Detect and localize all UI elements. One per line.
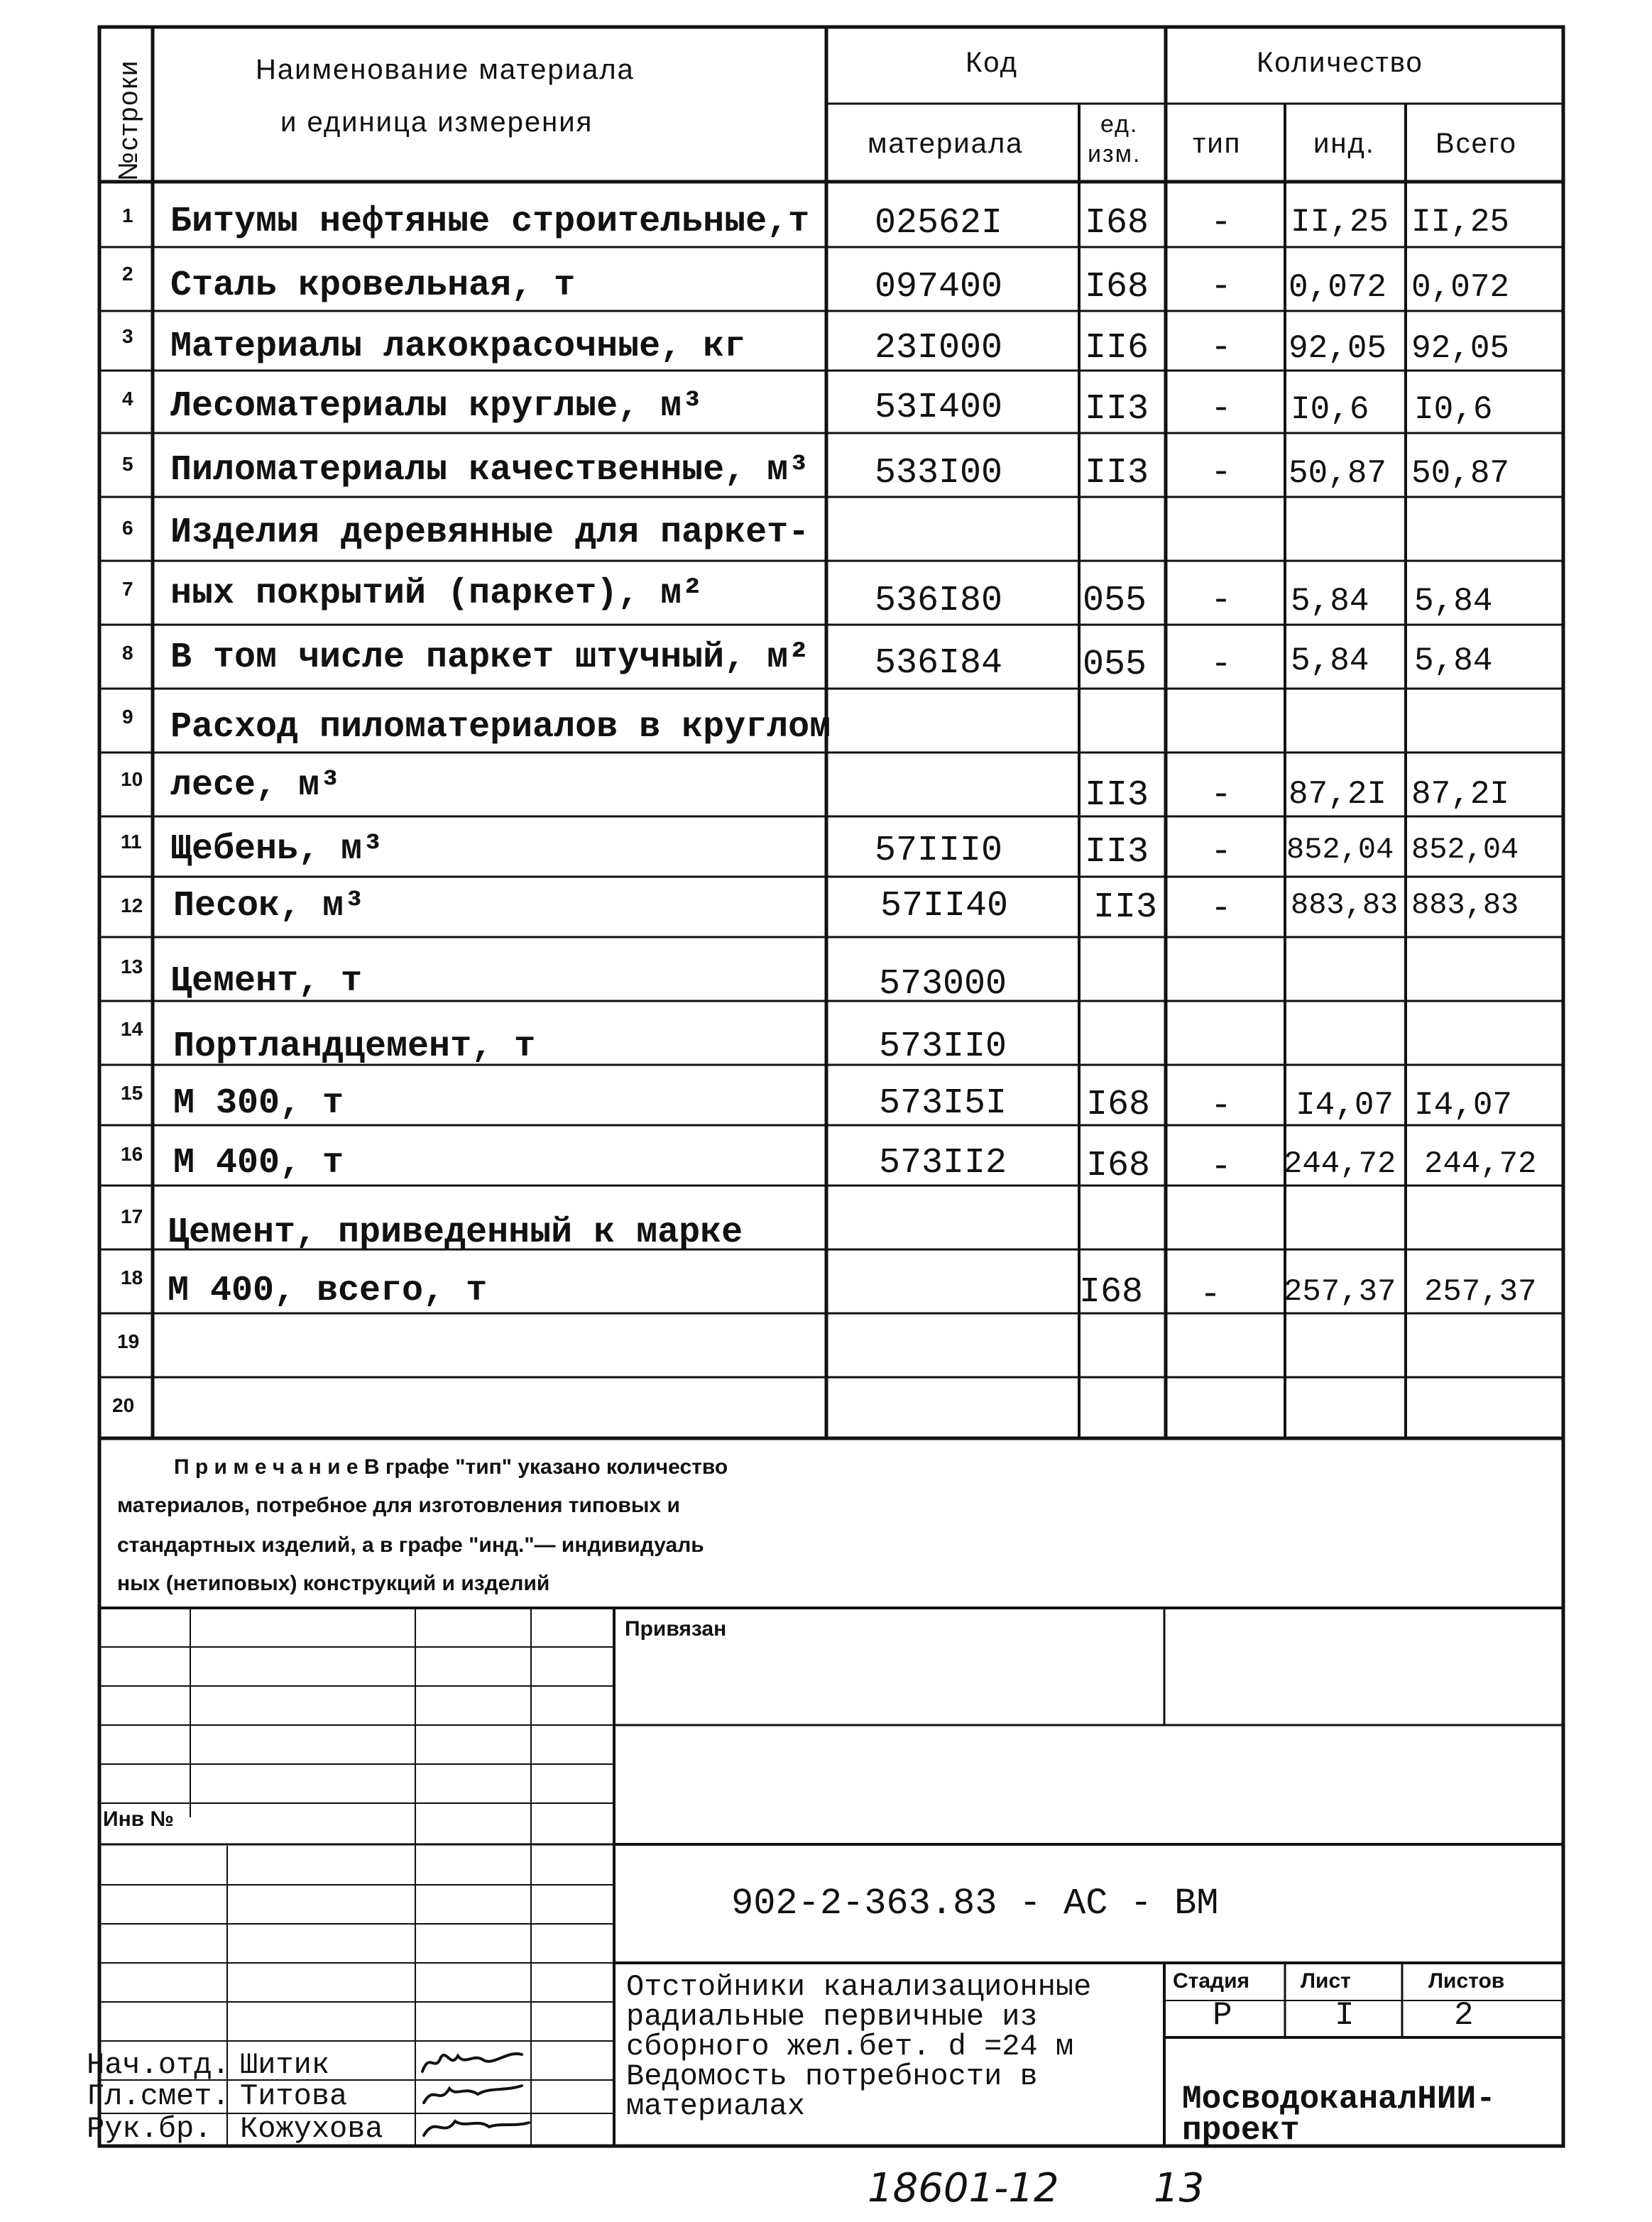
row-number: 13 <box>121 956 143 978</box>
material-code: 536I84 <box>875 643 1003 684</box>
stage-label: Стадия <box>1173 1969 1250 1993</box>
total-qty: I0,6 <box>1414 391 1493 428</box>
ind-qty: 5,84 <box>1291 642 1369 679</box>
row-number: 19 <box>117 1330 140 1352</box>
material-name: ных покрытий (паркет), м² <box>170 574 704 614</box>
unit-code: II6 <box>1085 328 1149 368</box>
ind-qty: 257,37 <box>1284 1274 1396 1310</box>
title-line: Ведомость потребности в <box>626 2059 1038 2094</box>
material-name: Цемент, приведенный к марке <box>168 1213 743 1253</box>
material-name: лесе, м³ <box>170 765 341 806</box>
material-name: Щебень, м³ <box>170 829 384 870</box>
type-qty: - <box>1210 645 1232 685</box>
type-header: тип <box>1193 128 1242 159</box>
ind-qty: 244,72 <box>1284 1146 1396 1182</box>
material-name: Материалы лакокрасочные, кг <box>170 327 746 367</box>
signer-role: Рук.бр. <box>87 2112 212 2146</box>
material-name: М 400, всего, т <box>168 1271 488 1311</box>
quantity-header: Количество <box>1257 47 1423 78</box>
row-number: 12 <box>121 894 143 916</box>
unit-code: I68 <box>1086 1146 1151 1186</box>
name-header-line1: Наименование материала <box>256 54 635 85</box>
total-qty: 244,72 <box>1424 1146 1537 1182</box>
type-qty: - <box>1210 889 1232 929</box>
unit-code: II3 <box>1085 389 1149 429</box>
material-name: Расход пиломатериалов в круглом <box>170 707 831 748</box>
material-name: Изделия деревянные для паркет- <box>170 513 810 553</box>
ind-qty: 50,87 <box>1289 455 1387 492</box>
ind-qty: 92,05 <box>1289 330 1387 367</box>
row-number: 15 <box>121 1082 143 1104</box>
row-number: 11 <box>121 831 142 853</box>
stage-value: Р <box>1213 1997 1232 2034</box>
total-qty: 257,37 <box>1424 1274 1537 1310</box>
material-code: 57II40 <box>880 886 1009 926</box>
material-name: Цемент, т <box>170 961 363 1002</box>
page-number: 13 <box>1154 2165 1205 2211</box>
ind-qty: II,25 <box>1291 204 1389 241</box>
note-line: П р и м е ч а н и е В графе "тип" указано количество <box>174 1455 728 1479</box>
organization-line2: проект <box>1182 2112 1300 2149</box>
total-header: Всего <box>1435 128 1517 159</box>
type-qty: - <box>1210 328 1232 368</box>
total-qty: 852,04 <box>1411 833 1519 867</box>
organization-line1: МосводоканалНИИ- <box>1182 2081 1496 2118</box>
material-name: В том числе паркет штучный, м² <box>170 637 810 678</box>
ind-qty: 87,2I <box>1289 776 1387 813</box>
material-name: Сталь кровельная, т <box>170 266 576 306</box>
type-qty: - <box>1210 453 1232 493</box>
type-qty: - <box>1200 1275 1222 1315</box>
row-number: 18 <box>121 1266 143 1288</box>
material-code: 23I000 <box>875 328 1003 368</box>
material-name: Портландцемент, т <box>173 1027 536 1067</box>
archive-number: 18601-12 <box>868 2165 1059 2211</box>
row-number: 5 <box>122 453 133 475</box>
type-qty: - <box>1210 832 1232 872</box>
row-number: 7 <box>122 578 133 600</box>
title-line: Отстойники канализационные <box>626 1970 1092 2004</box>
unit-code: II3 <box>1093 887 1158 928</box>
note-line: ных (нетиповых) конструкций и изделий <box>117 1572 550 1595</box>
title-line: материалах <box>626 2089 806 2123</box>
material-name: Песок, м³ <box>173 886 366 926</box>
material-header: материала <box>868 128 1024 159</box>
document-code: 902-2-363.83 - АС - ВМ <box>731 1883 1219 1925</box>
total-qty: 0,072 <box>1411 269 1510 306</box>
material-code: 573II0 <box>879 1027 1007 1067</box>
material-name: Лесоматериалы круглые, м³ <box>170 386 704 427</box>
material-code: 53I400 <box>875 388 1003 428</box>
unit-code: 055 <box>1083 581 1147 621</box>
signatures <box>415 2045 536 2147</box>
row-number: 9 <box>122 706 133 728</box>
name-header-line2: и единица измерения <box>280 106 593 138</box>
material-code: 57III0 <box>875 831 1003 871</box>
total-qty: 92,05 <box>1411 330 1510 367</box>
type-qty: - <box>1210 1086 1232 1127</box>
total-qty: 883,83 <box>1411 888 1519 922</box>
ind-qty: I4,07 <box>1296 1087 1394 1124</box>
row-number-header: №строки <box>114 59 143 181</box>
unit-code: I68 <box>1085 203 1149 243</box>
unit-code: II3 <box>1085 775 1149 816</box>
sheets-label: Листов <box>1428 1969 1505 1993</box>
note-line: материалов, потребное для изготовления типовых и <box>117 1494 680 1517</box>
row-number: 16 <box>121 1143 143 1165</box>
title-line: радиальные первичные из <box>626 2000 1038 2034</box>
signer-name: Шитик <box>240 2048 330 2082</box>
material-code: 573I5I <box>879 1083 1007 1124</box>
type-qty: - <box>1210 203 1232 243</box>
unit-code: II3 <box>1085 832 1149 872</box>
unit-code: 055 <box>1083 645 1147 685</box>
material-code: 097400 <box>875 267 1003 307</box>
unit-header-2: изм. <box>1088 141 1142 168</box>
total-qty: 87,2I <box>1411 776 1510 813</box>
material-name: М 300, т <box>173 1083 344 1124</box>
total-qty: 5,84 <box>1414 642 1493 679</box>
code-header: Код <box>966 47 1019 78</box>
signer-role: Нач.отд. <box>87 2048 230 2082</box>
total-qty: 5,84 <box>1414 583 1493 620</box>
ind-qty: I0,6 <box>1291 391 1369 428</box>
unit-code: II3 <box>1085 453 1149 493</box>
type-qty: - <box>1210 389 1232 429</box>
row-number: 6 <box>122 517 133 539</box>
type-qty: - <box>1210 581 1232 621</box>
row-number: 8 <box>122 642 133 664</box>
row-number: 1 <box>122 204 133 226</box>
type-qty: - <box>1210 267 1232 307</box>
row-number: 3 <box>122 325 133 347</box>
title-line: сборного жел.бет. d =24 м <box>626 2030 1074 2064</box>
material-code: 533I00 <box>875 453 1003 493</box>
row-number: 17 <box>121 1205 143 1227</box>
ind-qty: 883,83 <box>1291 888 1399 922</box>
ind-qty: 5,84 <box>1291 583 1369 620</box>
unit-code: I68 <box>1079 1272 1144 1313</box>
material-code: 573II2 <box>879 1143 1007 1183</box>
row-number: 14 <box>121 1018 143 1040</box>
unit-header-1: ед. <box>1100 111 1139 138</box>
signer-name: Титова <box>240 2079 348 2113</box>
total-qty: I4,07 <box>1414 1087 1513 1124</box>
row-number: 20 <box>112 1394 135 1416</box>
type-qty: - <box>1210 775 1232 816</box>
row-number: 4 <box>122 388 133 410</box>
material-name: Пиломатериалы качественные, м³ <box>170 450 810 491</box>
total-qty: 50,87 <box>1411 455 1510 492</box>
material-code: 536I80 <box>875 581 1003 621</box>
row-number: 10 <box>121 768 143 790</box>
unit-code: I68 <box>1086 1085 1151 1125</box>
material-name: М 400, т <box>173 1143 344 1183</box>
signer-role: Гл.смет. <box>87 2079 230 2113</box>
total-qty: II,25 <box>1411 204 1510 241</box>
material-name: Битумы нефтяные строительные,т <box>170 202 810 242</box>
material-code: 573000 <box>879 964 1007 1005</box>
note-line: стандартных изделий, а в графе "инд."— индивидуаль <box>117 1533 704 1557</box>
material-code: 02562I <box>875 203 1003 243</box>
ind-qty: 0,072 <box>1289 269 1387 306</box>
sheet-value: I <box>1335 1997 1355 2034</box>
privyazan-label: Привязан <box>625 1617 727 1641</box>
unit-code: I68 <box>1085 267 1149 307</box>
signer-name: Кожухова <box>240 2112 383 2146</box>
type-qty: - <box>1210 1147 1232 1188</box>
sheet-label: Лист <box>1301 1969 1351 1993</box>
row-number: 2 <box>122 263 133 285</box>
inv-no-label: Инв № <box>103 1807 174 1831</box>
ind-header: инд. <box>1313 128 1375 159</box>
sheets-value: 2 <box>1454 1997 1474 2034</box>
ind-qty: 852,04 <box>1286 833 1394 867</box>
